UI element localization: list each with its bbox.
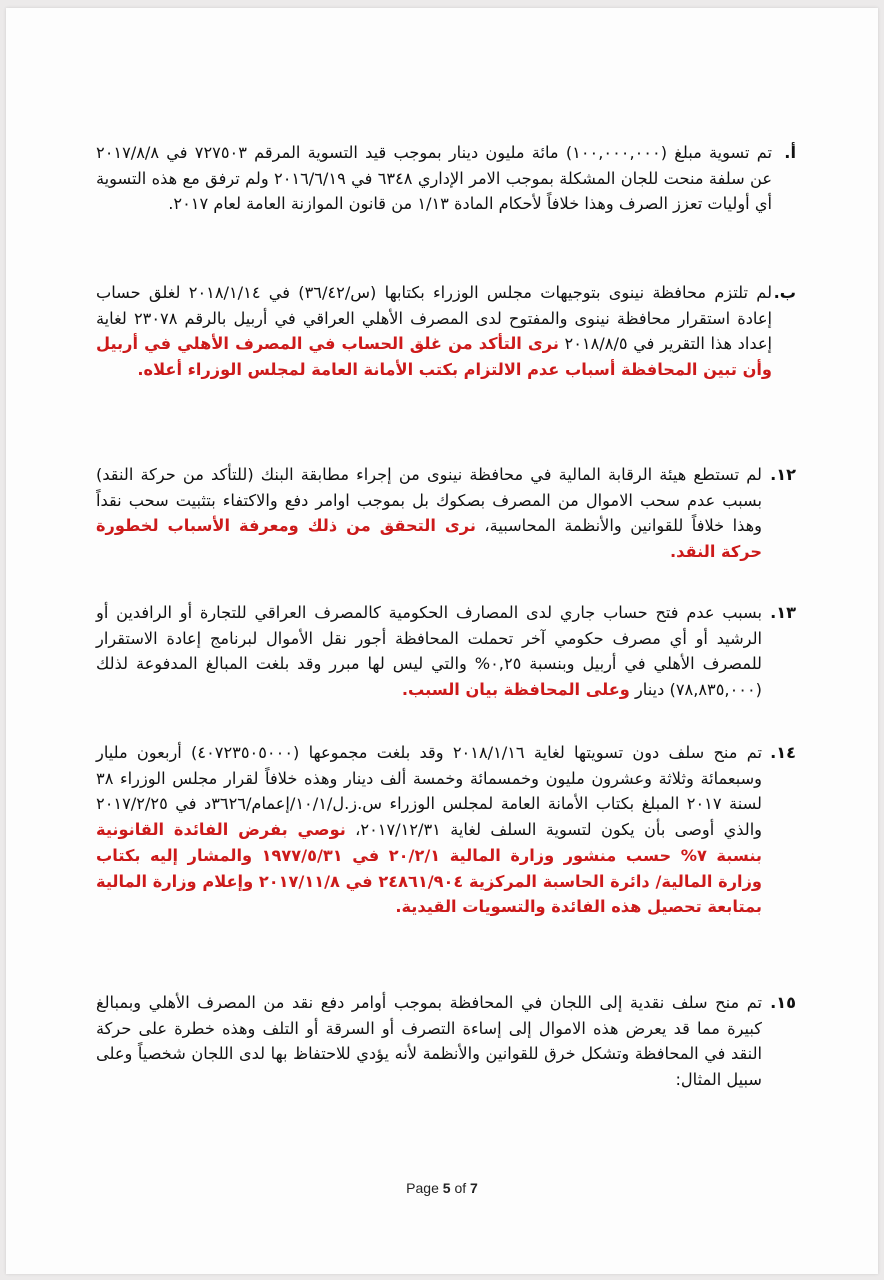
- text-segment: تم منح سلف نقدية إلى اللجان في المحافظة بموجب أوامر دفع نقد من المصرف الأهلي وبمبالغ كبيرة مما قد يعرض هذه الاموال إلى إساءة التصرف أو السرقة أو التلف وهذه خطرة على حركة النقد في المحافظة وتشكل خرق للقوانين والأنظمة لأنه يؤدي للاحتفاظ بها لدى اللجان شخصياً وعلى سبيل المثال:: [96, 993, 762, 1090]
- sub-item-a: [96, 140, 796, 217]
- recommendation-text: نرى التأكد من غلق الحساب في المصرف الأهلي في أربيل وأن تبين المحافظة أسباب عدم الالتزام بكتب الأمانة العامة لمجلس الوزراء أعلاه.: [96, 334, 772, 380]
- numbered-item-14: [96, 740, 796, 920]
- sub-item-marker: أ.: [784, 143, 796, 162]
- page-footer: [0, 1180, 884, 1196]
- text-segment: لم تستطع هيئة الرقابة المالية في محافظة نينوى من إجراء مطابقة البنك (للتأكد من حركة النقد) بسبب عدم سحب الاموال من المصرف بصكوك بل بموجب اوامر دفع والاكتفاء بتثبيت سحب نقداً وهذا خلافاً للقوانين والأنظمة المحاسبية،: [96, 465, 762, 536]
- numbered-item-15: [96, 990, 796, 1093]
- item-text: [96, 462, 796, 565]
- numbered-item-12: [96, 462, 796, 565]
- item-text: [96, 600, 796, 703]
- item-number: ١٢.: [770, 465, 796, 484]
- item-number: ١٤.: [770, 743, 796, 762]
- item-number: ١٥.: [770, 993, 796, 1012]
- text-segment: تم تسوية مبلغ (١٠٠,٠٠٠,٠٠٠) مائة مليون دينار بموجب قيد التسوية المرقم ٧٢٧٥٠٣ في ٢٠١٧/٨/٨ عن سلفة منحت للجان المشكلة بموجب الامر الإداري ٦٣٤٨ في ٢٠١٦/٦/١٩ ولم ترفق مع هذه التسوية أي أوليات تعزز الصرف وهذا خلافاً لأحكام المادة ١/١٣ من قانون الموازنة العامة لعام ٢٠١٧.: [96, 143, 773, 214]
- item-number: ١٣.: [770, 603, 796, 622]
- text-segment: لم تلتزم محافظة نينوى بتوجيهات مجلس الوزراء بكتابها (س/٣٦/٤٢) في ٢٠١٨/١/١٤ لغلق حساب إعادة استقرار محافظة نينوى والمفتوح لدى المصرف الأهلي العراقي في أربيل بالرقم ٢٣٠٧٨ لغاية إعداد هذا التقرير في ٢٠١٨/٨/٥: [96, 283, 773, 354]
- footer-prefix: Page: [406, 1180, 443, 1196]
- sub-item-b: [96, 280, 796, 383]
- sub-item-text: [96, 140, 796, 217]
- sub-item-text: [96, 280, 796, 383]
- total-pages-number: 7: [470, 1180, 478, 1196]
- sub-item-marker: ب.: [773, 283, 796, 302]
- item-text: [96, 990, 796, 1093]
- current-page-number: 5: [442, 1180, 451, 1196]
- item-text: [96, 740, 796, 920]
- text-segment: بسبب عدم فتح حساب جاري لدى المصارف الحكومية كالمصرف العراقي للتجارة أو الرافدين أو الرشيد أو أي مصرف حكومي آخر تحملت المحافظة أجور نقل الأموال لبرنامج إعادة الاستقرار للمصرف الأهلي في أربيل وبنسبة ٠,٢٥% والتي ليس لها مبرر وقد بلغت المبالغ المدفوعة لذلك (٧٨,٨٣٥,٠٠٠) دينار: [96, 603, 762, 700]
- footer-middle: of: [450, 1180, 471, 1196]
- numbered-item-13: [96, 600, 796, 703]
- recommendation-text: نرى التحقق من ذلك ومعرفة الأسباب لخطورة حركة النقد.: [96, 516, 762, 562]
- recommendation-text: نوصي بفرض الفائدة القانونية بنسبة ٧% حسب منشور وزارة المالية ٢٠/٢/١ في ١٩٧٧/٥/٣١ والمشار إليه بكتاب وزارة المالية/ دائرة الحاسبة المركزية ٢٤٨٦١/٩٠٤ في ٢٠١٧/١١/٨ وإعلام وزارة المالية بمتابعة تحصيل هذه الفائدة والتسويات القيدية.: [96, 820, 763, 917]
- text-segment: تم منح سلف دون تسويتها لغاية ٢٠١٨/١/١٦ وقد بلغت مجموعها (٤٠٧٢٣٥٠٥٠٠٠) أربعون مليار وسبعمائة وثلاثة وعشرون مليون وخمسمائة وخمسة ألف دينار وهذه خلافاً لقرار مجلس الوزراء ٣٨ لسنة ٢٠١٧ المبلغ بكتاب الأمانة العامة لمجلس الوزراء س.ز.ل/١٠/١/إعمام/٣٦٢٦د في ٢٠١٧/٢/٢٥ والذي أوصى بأن يكون لتسوية السلف لغاية ٢٠١٧/١٢/٣١،: [96, 743, 763, 840]
- recommendation-text: وعلى المحافظة بيان السبب.: [401, 680, 630, 700]
